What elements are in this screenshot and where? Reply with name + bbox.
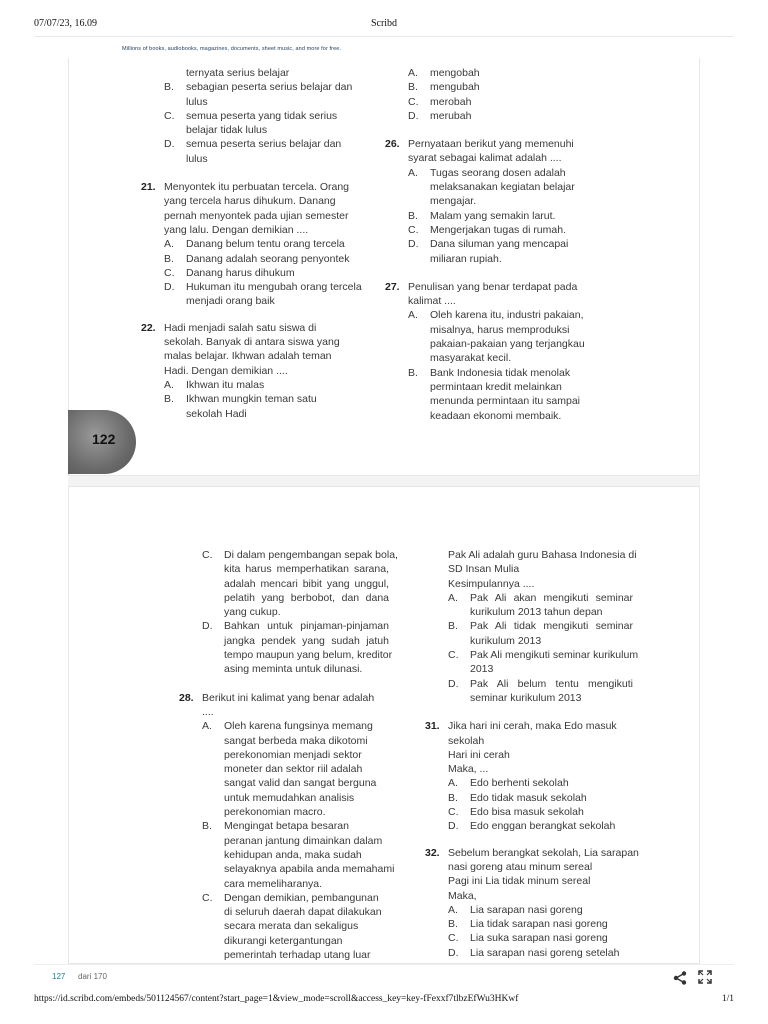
question-number: 21. bbox=[141, 181, 156, 194]
option-label: C. bbox=[448, 649, 459, 662]
option-line: yang cukup. bbox=[224, 606, 281, 619]
option-line: asing meminta untuk dilunasi. bbox=[224, 663, 363, 676]
option-label: B. bbox=[448, 918, 458, 931]
option-label: A. bbox=[448, 591, 458, 604]
option-label: C. bbox=[408, 95, 419, 108]
option-label: C. bbox=[448, 806, 459, 819]
option-line: A. Pak Ali akan mengikuti seminar bbox=[448, 591, 633, 604]
question-number: 32. bbox=[425, 846, 440, 859]
option-line: kita harus memperhatikan sarana, bbox=[224, 563, 389, 576]
page-number: 122 bbox=[92, 431, 116, 447]
page2-right-column bbox=[425, 548, 639, 960]
option-line: perekonomian macro. bbox=[224, 806, 326, 819]
option-label: A. bbox=[408, 166, 418, 179]
option-line: D. merubah bbox=[408, 109, 472, 122]
question-text: 21. Menyontek itu perbuatan tercela. Orang bbox=[141, 181, 350, 194]
question-text: syarat sebagai kalimat adalah .... bbox=[408, 152, 562, 165]
paragraph-gap bbox=[385, 266, 685, 280]
option-line: permintaan kredit melainkan bbox=[430, 380, 562, 393]
option-line: adalah mencari bibit yang unggul, bbox=[224, 577, 389, 590]
option-line: ternyata serius belajar bbox=[186, 67, 290, 79]
option-line: A. Tugas seorang dosen adalah bbox=[408, 166, 566, 179]
page2-left-column bbox=[179, 548, 398, 962]
option-label: A. bbox=[408, 67, 418, 79]
option-label: A. bbox=[202, 720, 212, 733]
option-label: B. bbox=[164, 252, 174, 265]
option-label: D. bbox=[448, 820, 459, 833]
page1-left-column bbox=[141, 66, 376, 421]
option-label: A. bbox=[164, 238, 174, 251]
question-text: Hadi. Dengan demikian .... bbox=[164, 364, 288, 377]
question-number: 22. bbox=[141, 321, 156, 334]
option-label: B. bbox=[408, 366, 418, 379]
question-text: 32. Sebelum berangkat sekolah, Lia sarapan bbox=[425, 846, 639, 859]
option-line: A. Edo berhenti sekolah bbox=[448, 777, 569, 790]
option-label: D. bbox=[164, 138, 175, 151]
question-text: Maka, bbox=[448, 889, 477, 902]
option-label: D. bbox=[202, 620, 213, 633]
option-line: C. semua peserta yang tidak serius bbox=[164, 109, 338, 122]
option-line: sangat valid dan sangat berguna bbox=[224, 777, 377, 790]
option-line: D. Pak Ali belum tentu mengikuti bbox=[448, 677, 633, 690]
option-line: masyarakat kecil. bbox=[430, 352, 512, 365]
paragraph-gap bbox=[425, 834, 633, 846]
option-line: miliaran rupiah. bbox=[430, 252, 502, 265]
option-line: B. Mengingat betapa besaran bbox=[202, 820, 349, 833]
option-label: C. bbox=[164, 266, 175, 279]
page1-right-column bbox=[385, 66, 685, 423]
option-line: belajar tidak lulus bbox=[186, 124, 268, 137]
question-text: Maka, ... bbox=[448, 763, 489, 776]
option-line: A. Lia sarapan nasi goreng bbox=[448, 903, 583, 916]
option-label: D. bbox=[164, 281, 175, 294]
option-line: B. Malam yang semakin larut. bbox=[408, 209, 556, 222]
option-line: D. Lia sarapan nasi goreng setelah bbox=[448, 946, 620, 959]
option-label: B. bbox=[164, 81, 174, 94]
option-line: D. Hukuman itu mengubah orang tercela bbox=[164, 281, 362, 294]
option-line: C. merobah bbox=[408, 95, 472, 108]
question-text: pernah menyontek pada ujian semester bbox=[164, 209, 349, 222]
option-line: D. Edo enggan berangkat sekolah bbox=[448, 820, 616, 833]
option-line: B. Danang adalah seorang penyontek bbox=[164, 252, 350, 265]
question-text: yang tercela harus dihukum. Danang bbox=[164, 195, 336, 208]
option-line: jangka pendek yang sudah jatuh bbox=[224, 634, 389, 647]
option-line: B. Bank Indonesia tidak menolak bbox=[408, 366, 571, 379]
option-line: tempo maupun yang belum, kreditor bbox=[224, 649, 393, 662]
document-page-2 bbox=[68, 486, 700, 964]
question-number: 28. bbox=[179, 691, 194, 704]
option-line: C. Edo bisa masuk sekolah bbox=[448, 806, 584, 819]
option-line: 2013 bbox=[470, 663, 494, 676]
option-label: A. bbox=[164, 378, 174, 391]
option-line: menjadi orang baik bbox=[186, 295, 275, 308]
print-url: https://id.scribd.com/embeds/501124567/content?start_page=1&view_mode=scroll&access_key=key-fFexxf7tlbzEfWu3HKwf bbox=[34, 994, 519, 1004]
option-label: B. bbox=[202, 820, 212, 833]
question-text: Pak Ali adalah guru Bahasa Indonesia di bbox=[448, 549, 637, 561]
question-number: 26. bbox=[385, 138, 400, 151]
option-line: mengajar. bbox=[430, 195, 477, 208]
option-label: C. bbox=[448, 932, 459, 945]
promo-text: Millions of books, audiobooks, magazines, documents, sheet music, and more for free. bbox=[122, 46, 342, 52]
question-text: Hari ini cerah bbox=[448, 748, 510, 761]
option-line: lulus bbox=[186, 95, 208, 108]
paragraph-gap bbox=[179, 677, 389, 691]
question-text: Kesimpulannya .... bbox=[448, 577, 535, 590]
page-number-badge bbox=[68, 410, 136, 474]
question-number: 27. bbox=[385, 280, 400, 293]
option-line: B. mengubah bbox=[408, 81, 480, 94]
question-number: 31. bbox=[425, 720, 440, 733]
option-line: A. Oleh karena fungsinya memang bbox=[202, 720, 373, 733]
option-line: cara memeliharanya. bbox=[224, 877, 323, 890]
option-line: C. Lia suka sarapan nasi goreng bbox=[448, 932, 608, 945]
option-line: selayaknya apabila anda memahami bbox=[224, 863, 395, 876]
option-line: D. semua peserta serius belajar dan bbox=[164, 138, 342, 151]
option-label: A. bbox=[408, 309, 418, 322]
question-text: sekolah bbox=[448, 734, 485, 747]
share-icon[interactable] bbox=[672, 970, 688, 986]
option-label: A. bbox=[448, 777, 458, 790]
paragraph-gap bbox=[385, 123, 685, 137]
option-label: D. bbox=[408, 109, 419, 122]
viewer-toolbar bbox=[34, 964, 734, 990]
option-line: dikurangi ketergantungan bbox=[224, 934, 343, 947]
question-text: sekolah. Banyak di antara siswa yang bbox=[164, 336, 340, 349]
question-text: SD Insan Mulia bbox=[448, 563, 520, 576]
option-line: A. Ikhwan itu malas bbox=[164, 378, 265, 391]
option-line: secara merata dan sekaligus bbox=[224, 920, 359, 933]
option-line: melaksanakan kegiatan belajar bbox=[430, 181, 575, 194]
option-line: keadaan ekonomi membaik. bbox=[430, 409, 562, 422]
current-page-indicator[interactable]: 127 bbox=[52, 972, 66, 981]
option-line: kehidupan anda, maka sudah bbox=[224, 848, 362, 861]
option-line: menunda permintaan itu sampai bbox=[430, 395, 581, 408]
question-text: 22. Hadi menjadi salah satu siswa di bbox=[141, 321, 317, 334]
paragraph-gap bbox=[141, 166, 376, 180]
option-line: misalnya, harus memproduksi bbox=[430, 323, 570, 336]
option-label: C. bbox=[408, 223, 419, 236]
option-line: A. Oleh karena itu, industri pakaian, bbox=[408, 309, 584, 322]
option-label: B. bbox=[408, 81, 418, 94]
option-line: kurikulum 2013 tahun depan bbox=[470, 606, 603, 619]
option-line: C. Dengan demikian, pembangunan bbox=[202, 891, 379, 904]
option-line: B. Pak Ali tidak mengikuti seminar bbox=[448, 620, 633, 633]
question-text: 27. Penulisan yang benar terdapat pada bbox=[385, 280, 578, 293]
option-line: C. Danang harus dihukum bbox=[164, 266, 295, 279]
option-line: D. Bahkan untuk pinjaman-pinjaman bbox=[202, 620, 389, 633]
print-footer bbox=[34, 994, 734, 1008]
option-label: B. bbox=[448, 791, 458, 804]
question-text: 31. Jika hari ini cerah, maka Edo masuk bbox=[425, 720, 617, 733]
print-page-count: 1/1 bbox=[721, 994, 734, 1004]
option-label: B. bbox=[408, 209, 418, 222]
question-text: malas belajar. Ikhwan adalah teman bbox=[164, 350, 332, 363]
option-label: D. bbox=[448, 677, 459, 690]
document-page-1 bbox=[68, 58, 700, 476]
page-gap bbox=[68, 476, 700, 486]
question-text: nasi goreng atau minum sereal bbox=[448, 860, 593, 873]
paragraph-gap bbox=[425, 705, 633, 719]
question-text: yang lalu. Dengan demikian .... bbox=[164, 223, 309, 236]
option-label: B. bbox=[448, 620, 458, 633]
option-label: C. bbox=[164, 109, 175, 122]
option-line: sekolah Hadi bbox=[186, 407, 247, 420]
option-line: peranan jantung dimainkan dalam bbox=[224, 834, 383, 847]
option-line: B. Edo tidak masuk sekolah bbox=[448, 791, 587, 804]
option-line: perekonomian menjadi sektor bbox=[224, 748, 362, 761]
total-pages-label: dari 170 bbox=[78, 972, 107, 981]
option-line: A. mengobah bbox=[408, 67, 480, 79]
print-header bbox=[34, 18, 734, 32]
option-line: pakaian-pakaian yang terjangkau bbox=[430, 338, 585, 351]
option-line: D. Dana siluman yang mencapai bbox=[408, 238, 569, 251]
print-datetime: 07/07/23, 16.09 bbox=[34, 18, 98, 29]
option-line: di seluruh daerah dapat dilakukan bbox=[224, 906, 382, 919]
print-title: Scribd bbox=[370, 18, 398, 29]
option-line: seminar kurikulum 2013 bbox=[470, 691, 582, 704]
option-line: C. Mengerjakan tugas di rumah. bbox=[408, 223, 566, 236]
option-line: sangat berbeda maka dikotomi bbox=[224, 734, 368, 747]
option-label: D. bbox=[408, 238, 419, 251]
option-line: untuk memudahkan analisis bbox=[224, 791, 355, 804]
option-line: B. sebagian peserta serius belajar dan bbox=[164, 81, 353, 94]
option-label: C. bbox=[202, 891, 213, 904]
option-line: C. Pak Ali mengikuti seminar kurikulum bbox=[448, 649, 639, 662]
question-text: 26. Pernyataan berikut yang memenuhi bbox=[385, 138, 574, 151]
paragraph-gap bbox=[141, 309, 376, 321]
option-line: pemerintah terhadap utang luar bbox=[224, 949, 371, 962]
option-line: pelatih yang berbobot, dan dana bbox=[224, 591, 389, 604]
option-line: B. Ikhwan mungkin teman satu bbox=[164, 393, 317, 406]
option-line: kurikulum 2013 bbox=[470, 634, 542, 647]
option-label: D. bbox=[448, 946, 459, 959]
option-label: C. bbox=[202, 549, 213, 561]
option-label: A. bbox=[448, 903, 458, 916]
option-line: moneter dan sektor riil adalah bbox=[224, 763, 363, 776]
option-line: A. Danang belum tentu orang tercela bbox=[164, 238, 345, 251]
option-line: lulus bbox=[186, 152, 208, 165]
option-line: B. Lia tidak sarapan nasi goreng bbox=[448, 918, 608, 931]
question-text: 28. Berikut ini kalimat yang benar adalah bbox=[179, 691, 375, 704]
fullscreen-icon[interactable] bbox=[698, 970, 712, 984]
option-label: B. bbox=[164, 393, 174, 406]
question-text: .... bbox=[202, 705, 214, 718]
question-text: kalimat .... bbox=[408, 295, 456, 308]
option-line: C. Di dalam pengembangan sepak bola, bbox=[202, 549, 398, 561]
question-text: Pagi ini Lia tidak minum sereal bbox=[448, 875, 591, 888]
